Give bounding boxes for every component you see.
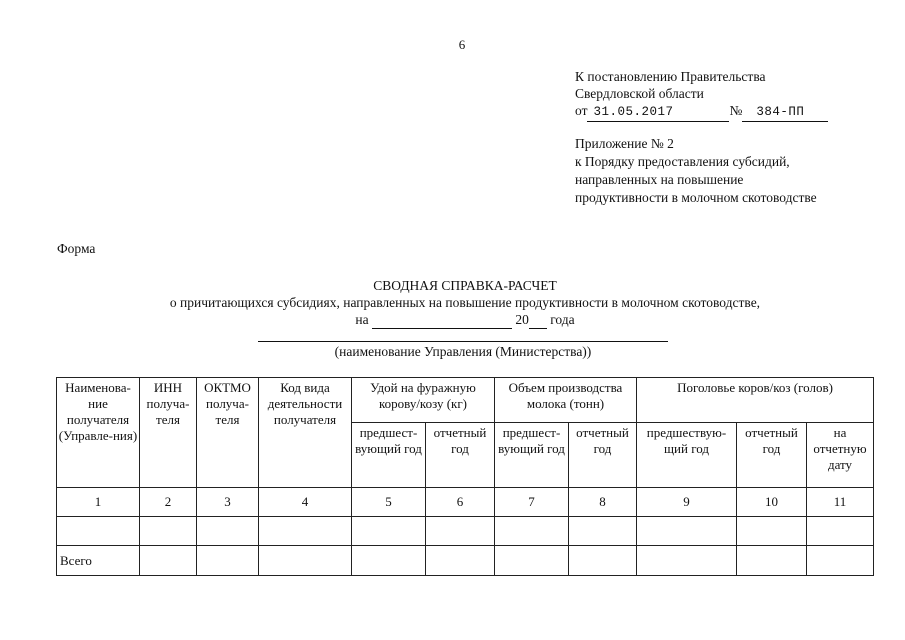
table-cell [637, 546, 737, 576]
table-cell [140, 546, 197, 576]
header-activity-code: Код вида деятельности получателя [259, 378, 352, 488]
title-line-2: о причитающихся субсидиях, направленных на повышение продуктивности в молочном скотоводстве, [169, 295, 761, 310]
title-year-prefix: 20 [515, 312, 529, 327]
table-cell [569, 546, 637, 576]
table-cell [140, 517, 197, 546]
org-name-line [258, 341, 668, 342]
annex-line-2: к Порядку предоставления субсидий, [575, 154, 790, 169]
header-milk-volume: Объем производства молока (тонн) [495, 378, 637, 423]
table-cell [352, 517, 426, 546]
subheader-herd-report: отчетный год [737, 423, 807, 488]
annex-line-3: направленных на повышение [575, 172, 744, 187]
form-label: Форма [57, 241, 96, 256]
table-cell [637, 517, 737, 546]
summary-table [56, 377, 874, 576]
header-herd-count: Поголовье коров/коз (голов) [637, 378, 874, 423]
decree-line-2: Свердловской области [575, 86, 704, 101]
subheader-herd-date: на отчетную дату [807, 423, 874, 488]
column-number-row [57, 488, 874, 517]
subheader-yield-report: отчетный год [426, 423, 495, 488]
table-cell [426, 546, 495, 576]
column-number: 2 [140, 488, 197, 517]
table-cell [57, 517, 140, 546]
total-label: Всего [57, 546, 140, 576]
column-number: 11 [807, 488, 874, 517]
column-number: 10 [737, 488, 807, 517]
header-row [57, 378, 874, 423]
column-number: 6 [426, 488, 495, 517]
decree-number: 384-ПП [742, 104, 828, 122]
title-year-blank [529, 311, 547, 329]
column-number: 5 [352, 488, 426, 517]
decree-date-line [575, 102, 828, 122]
table-cell [259, 517, 352, 546]
table-cell [259, 546, 352, 576]
subheader-volume-prev: предшест-вующий год [495, 423, 569, 488]
org-name-caption: (наименование Управления (Министерства)) [334, 344, 592, 359]
header-oktmo: ОКТМО получа-теля [197, 378, 259, 488]
subheader-yield-prev: предшест-вующий год [352, 423, 426, 488]
subheader-herd-prev: предшествую-щий год [637, 423, 737, 488]
title-year-suffix: года [550, 312, 575, 327]
document-title [60, 277, 870, 329]
decree-from-prefix: от [575, 103, 588, 118]
title-line-1: СВОДНАЯ СПРАВКА-РАСЧЕТ [373, 278, 557, 293]
decree-line-1: К постановлению Правительства [575, 69, 766, 84]
page-number: 6 [458, 37, 466, 52]
title-line-3 [60, 311, 870, 329]
table-cell [569, 517, 637, 546]
decree-number-prefix: № [729, 103, 743, 118]
table-cell [807, 546, 874, 576]
column-number: 1 [57, 488, 140, 517]
table-cell [197, 546, 259, 576]
table-cell [807, 517, 874, 546]
table-cell [737, 517, 807, 546]
title-date-blank [372, 311, 512, 329]
subheader-volume-report: отчетный год [569, 423, 637, 488]
header-recipient: Наименова-ние получателя (Управле-ния) [57, 378, 140, 488]
annex-line-1: Приложение № 2 [575, 136, 674, 151]
header-milk-yield: Удой на фуражную корову/козу (кг) [352, 378, 495, 423]
table-cell [495, 546, 569, 576]
table-cell [197, 517, 259, 546]
decree-date: 31.05.2017 [587, 104, 729, 122]
table-cell [495, 517, 569, 546]
column-number: 4 [259, 488, 352, 517]
header-inn: ИНН получа-теля [140, 378, 197, 488]
table-row [57, 517, 874, 546]
decree-reference [575, 68, 828, 122]
column-number: 8 [569, 488, 637, 517]
column-number: 9 [637, 488, 737, 517]
table-cell [426, 517, 495, 546]
table-cell [352, 546, 426, 576]
title-on: на [355, 312, 369, 327]
annex-reference [575, 135, 817, 207]
total-row [57, 546, 874, 576]
column-number: 3 [197, 488, 259, 517]
table-cell [737, 546, 807, 576]
column-number: 7 [495, 488, 569, 517]
annex-line-4: продуктивности в молочном скотоводстве [575, 190, 817, 205]
